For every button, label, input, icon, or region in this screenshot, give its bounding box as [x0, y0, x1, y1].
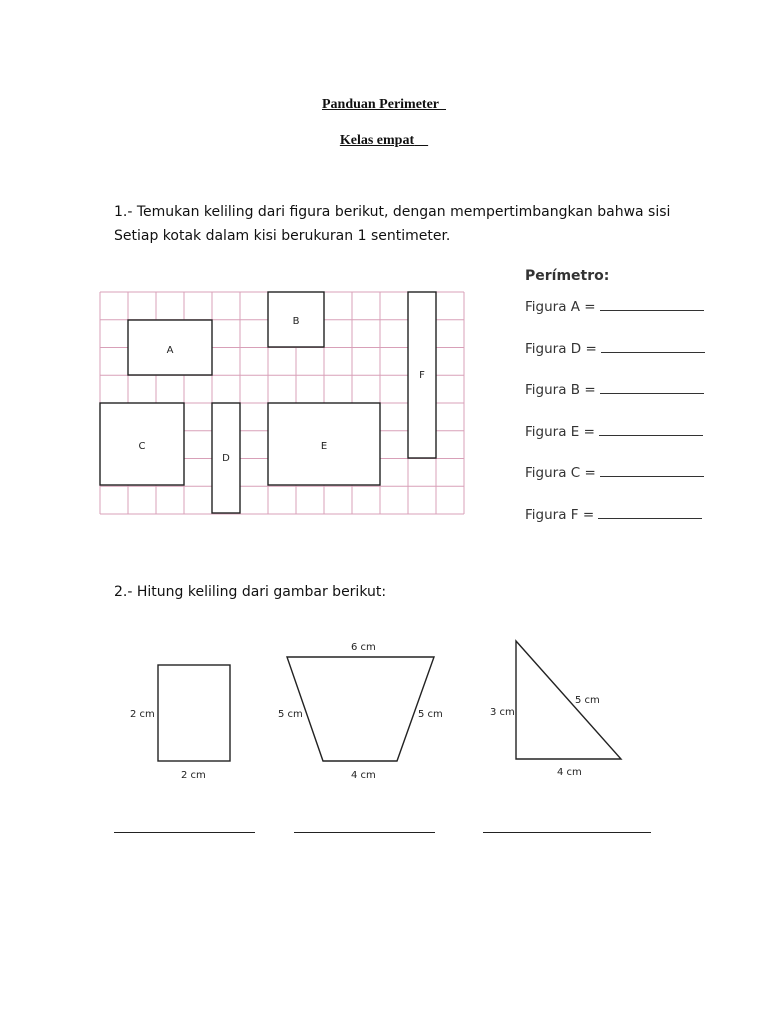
question-1-line2: Setiap kotak dalam kisi berukuran 1 sentimeter. — [114, 228, 451, 244]
trap-left-label: 5 cm — [278, 709, 303, 720]
rectangle-shape — [128, 655, 258, 785]
trap-right-label: 5 cm — [418, 709, 443, 720]
perimetro-row-label: Figura A = — [525, 299, 596, 315]
perimetro-row — [525, 299, 704, 315]
perimetro-answer-line[interactable] — [601, 352, 705, 353]
answer-line-3[interactable] — [483, 832, 651, 833]
perimetro-row-label: Figura E = — [525, 424, 595, 440]
perimetro-row — [525, 424, 703, 440]
perimetro-row-label: Figura C = — [525, 465, 596, 481]
perimetro-row — [525, 341, 705, 357]
page-subtitle — [0, 133, 768, 149]
answer-line-2[interactable] — [294, 832, 435, 833]
perimetro-answer-line[interactable] — [599, 435, 703, 436]
perimetro-row-label: Figura D = — [525, 341, 597, 357]
figure-c-label: C — [138, 441, 146, 452]
tri-left-label: 3 cm — [490, 707, 515, 718]
question-2: 2.- Hitung keliling dari gambar berikut: — [114, 584, 387, 600]
perimetro-answer-line[interactable] — [600, 393, 704, 394]
grid-figure — [99, 291, 469, 517]
trap-top-label: 6 cm — [351, 642, 376, 653]
tri-hyp-label: 5 cm — [575, 695, 600, 706]
figure-d-label: D — [222, 453, 230, 464]
triangle-shape — [487, 635, 637, 785]
tri-bottom-label: 4 cm — [557, 767, 582, 778]
figure-a-label: A — [166, 345, 174, 356]
perimetro-answer-line[interactable] — [600, 310, 704, 311]
figure-e-label: E — [320, 441, 328, 452]
question-1 — [114, 200, 670, 248]
rect-bottom-label: 2 cm — [181, 770, 206, 781]
trap-bottom-label: 4 cm — [351, 770, 376, 781]
page-title — [0, 97, 768, 113]
answer-line-1[interactable] — [114, 832, 255, 833]
perimetro-row — [525, 465, 704, 481]
page-subtitle-text: Kelas empat — [339, 133, 415, 148]
perimetro-row — [525, 382, 704, 398]
page-title-text: Panduan Perimeter — [321, 97, 440, 112]
question-1-line1: 1.- Temukan keliling dari figura berikut, dengan mempertimbangkan bahwa sisi — [114, 204, 671, 220]
trapezoid-shape — [275, 635, 455, 785]
figure-f-label: F — [419, 370, 425, 381]
perimetro-row-label: Figura B = — [525, 382, 596, 398]
perimetro-answer-line[interactable] — [600, 476, 704, 477]
perimetro-answer-line[interactable] — [598, 518, 702, 519]
rect-left-label: 2 cm — [130, 709, 155, 720]
perimetro-row — [525, 507, 702, 523]
perimetro-row-label: Figura F = — [525, 507, 595, 523]
perimetro-title: Perímetro: — [525, 268, 610, 284]
figure-b-label: B — [292, 316, 300, 327]
